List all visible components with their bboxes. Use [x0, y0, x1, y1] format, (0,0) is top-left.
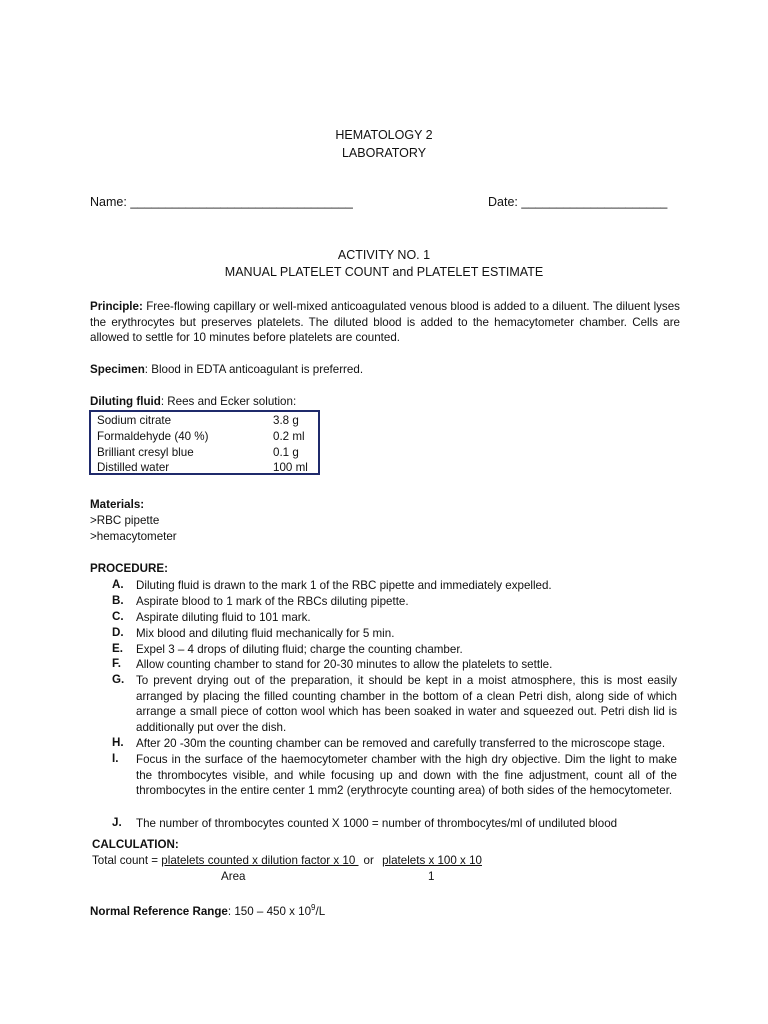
- material-item: >RBC pipette: [90, 514, 160, 527]
- name-label: Name:: [90, 195, 127, 209]
- step-letter: D.: [112, 626, 124, 639]
- material-item: >hemacytometer: [90, 530, 177, 543]
- date-blank[interactable]: _____________________: [521, 195, 668, 209]
- fluid-amount: 0.2 ml: [273, 430, 305, 443]
- diluting-fluid-label: Diluting fluid: [90, 395, 161, 408]
- materials-label: Materials:: [90, 498, 145, 511]
- calculation-denominator-1: Area: [221, 870, 246, 883]
- reference-text: : 150 – 450 x 10: [227, 904, 312, 918]
- step-letter: F.: [112, 657, 122, 670]
- fluid-name: Distilled water: [97, 461, 170, 474]
- reference-unit: /L: [315, 904, 326, 918]
- step-text: After 20 -30m the counting chamber can be removed and carefully transferred to the microscope stage.: [136, 737, 666, 750]
- step-letter: G.: [112, 673, 125, 686]
- fluid-name: Sodium citrate: [97, 414, 172, 427]
- date-label: Date:: [488, 195, 518, 209]
- step-letter: E.: [112, 642, 123, 655]
- step-letter: I.: [112, 752, 119, 765]
- name-blank[interactable]: ________________________________: [130, 195, 353, 209]
- calculation-formula: [92, 854, 482, 868]
- fluid-amount: 0.1 g: [273, 446, 299, 459]
- activity-number: ACTIVITY NO. 1: [337, 248, 431, 262]
- course-type: LABORATORY: [341, 146, 427, 160]
- fluid-name: Brilliant cresyl blue: [97, 446, 194, 459]
- calculation-label: CALCULATION:: [92, 838, 179, 851]
- fluid-row: [97, 461, 317, 477]
- diluting-fluid-table: [89, 410, 320, 475]
- principle-line-1: Principle: Free-flowing capillary or well-mixed anticoagulated venous blood is added to a diluent. The diluent lyses: [90, 300, 680, 313]
- fluid-amount: 100 ml: [273, 461, 308, 474]
- principle-line-2: the erythrocytes but preserves platelets. The diluted blood is added to the hemacytometer chamber. Cells are: [90, 316, 680, 329]
- step-text: Diluting fluid is drawn to the mark 1 of the RBC pipette and immediately expelled.: [136, 579, 552, 592]
- step-text: Aspirate blood to 1 mark of the RBCs diluting pipette.: [136, 595, 409, 608]
- step-text: To prevent drying out of the preparation, it should be kept in a moist atmosphere, this is most easily arranged by placing the filled counting chamber in the bottom of a clean Petri dish, along side of which arrange a small piece of cotton wool which has been soaked in water and squeezed out. Petri dish lid is additionally put over the dish.: [136, 674, 677, 734]
- step-text: Allow counting chamber to stand for 20-30 minutes to allow the platelets to settle.: [136, 658, 553, 671]
- calculation-numerator-1: platelets counted x dilution factor x 10: [161, 854, 359, 867]
- principle-paragraph: [90, 299, 680, 331]
- activity-title: MANUAL PLATELET COUNT and PLATELET ESTIMATE: [224, 265, 544, 279]
- fluid-row: [97, 430, 317, 446]
- principle-line-3: allowed to settle for 10 minutes before platelets are counted.: [90, 331, 400, 344]
- procedure-label: PROCEDURE:: [90, 562, 168, 575]
- step-letter: A.: [112, 578, 124, 591]
- calculation-denominator-2: 1: [428, 870, 435, 883]
- reference-exponent: 9: [311, 903, 316, 912]
- calculation-prefix: Total count =: [92, 854, 162, 867]
- reference-label: Normal Reference Range: [90, 904, 228, 918]
- step-text: Aspirate diluting fluid to 101 mark.: [136, 611, 311, 624]
- step-letter: B.: [112, 594, 124, 607]
- step-text: Focus in the surface of the haemocytometer chamber with the high dry objective. Dim the light to make the thrombocytes visible, and while focusing up and down with the fine adjustment, count all of the thrombocytes in the entire center 1 mm2 (erythrocyte counting area) of both sides of the hemocytometer.: [136, 753, 677, 797]
- specimen-label: Specimen: [90, 363, 145, 376]
- fluid-row: [97, 446, 317, 462]
- fluid-amount: 3.8 g: [273, 414, 299, 427]
- specimen-text: : Blood in EDTA anticoagulant is preferred.: [144, 363, 364, 376]
- calculation-or: or: [363, 854, 374, 867]
- step-letter: J.: [112, 816, 122, 829]
- step-text: Mix blood and diluting fluid mechanically for 5 min.: [136, 627, 395, 640]
- step-letter: C.: [112, 610, 124, 623]
- reference-range: [90, 903, 325, 917]
- specimen-line: [90, 363, 363, 377]
- step-text: Expel 3 – 4 drops of diluting fluid; charge the counting chamber.: [136, 643, 463, 656]
- diluting-fluid-line: [90, 395, 296, 409]
- step-text: The number of thrombocytes counted X 1000 = number of thrombocytes/ml of undiluted blood: [136, 817, 618, 830]
- fluid-name: Formaldehyde (40 %): [97, 430, 209, 443]
- course-title: HEMATOLOGY 2: [335, 128, 433, 142]
- date-field: [488, 195, 667, 209]
- calculation-numerator-2: platelets x 100 x 10: [382, 854, 482, 867]
- fluid-row: [97, 414, 317, 430]
- diluting-fluid-text: : Rees and Ecker solution:: [160, 395, 297, 408]
- step-letter: H.: [112, 736, 124, 749]
- principle-label: Principle:: [90, 300, 143, 313]
- name-field: [90, 195, 353, 209]
